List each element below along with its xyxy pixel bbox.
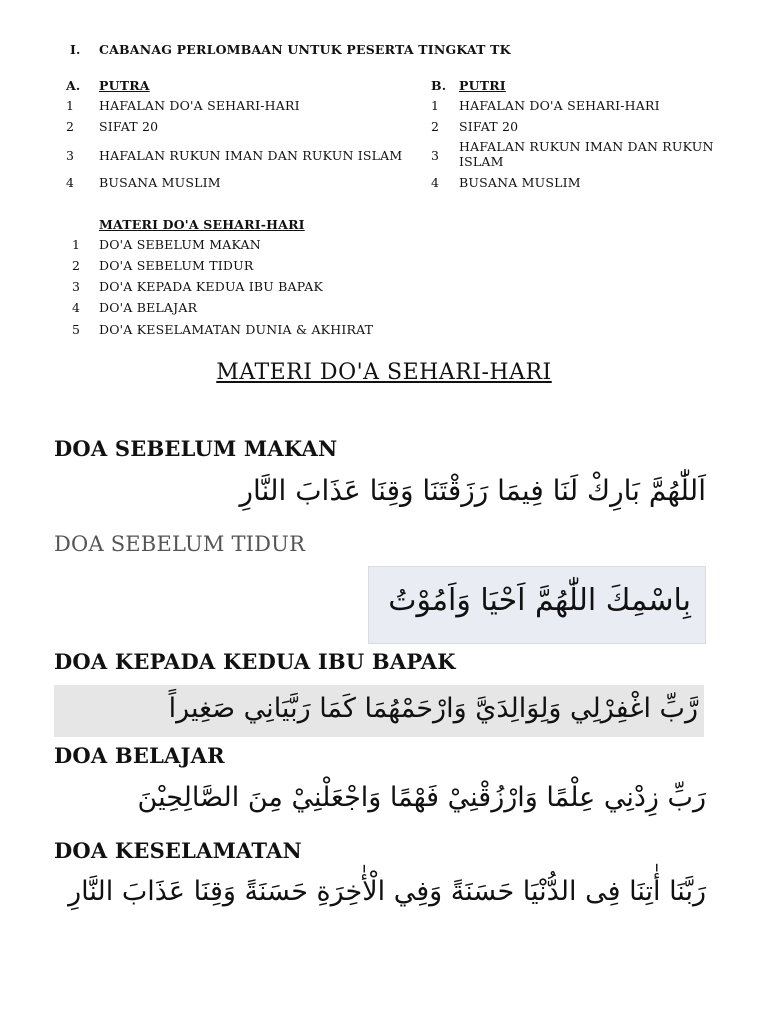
doa-title-belajar: DOA BELAJAR (54, 743, 225, 768)
putra-item-text: BUSANA MUSLIM (99, 175, 221, 190)
doa-image-tidur (368, 566, 706, 644)
doa-title-keselamatan: DOA KESELAMATAN (54, 838, 302, 863)
putri-item-text (459, 139, 714, 169)
putri-item-num: 4 (431, 175, 440, 190)
materi-label: MATERI DO'A SEHARI-HARI (99, 217, 305, 232)
materi-item-num: 2 (72, 258, 81, 273)
putra-label: PUTRA (99, 78, 150, 93)
putri-label: PUTRI (459, 78, 506, 93)
putra-item-num: 3 (66, 148, 75, 163)
putri-letter: B. (431, 78, 447, 93)
putri-item-text: SIFAT 20 (459, 119, 519, 134)
materi-item-text: DO'A SEBELUM MAKAN (99, 237, 261, 252)
main-heading: MATERI DO'A SEHARI-HARI (216, 360, 552, 385)
putri-item-text: HAFALAN DO'A SEHARI-HARI (459, 98, 660, 113)
doa-title-tidur: DOA SEBELUM TIDUR (54, 532, 306, 556)
putra-item-text: HAFALAN RUKUN IMAN DAN RUKUN ISLAM (99, 148, 403, 163)
putra-item-num: 1 (66, 98, 75, 113)
materi-item-num: 1 (72, 237, 81, 252)
section-number: I. (70, 42, 81, 57)
putra-item-text: SIFAT 20 (99, 119, 159, 134)
doa-title-makan: DOA SEBELUM MAKAN (54, 436, 338, 461)
materi-item-text: DO'A BELAJAR (99, 300, 198, 315)
putra-item-num: 2 (66, 119, 75, 134)
doa-arabic-makan: اَللّٰهُمَّ بَارِكْ لَنَا فِيمَا رَزَقْتَنَا وَقِنَا عَذَابَ النَّارِ (239, 474, 706, 507)
doa-band-ibu-bapak (54, 685, 704, 737)
putra-letter: A. (66, 78, 81, 93)
putri-item-text: BUSANA MUSLIM (459, 175, 581, 190)
materi-item-text: DO'A KESELAMATAN DUNIA & AKHIRAT (99, 322, 374, 337)
putra-item-num: 4 (66, 175, 75, 190)
doa-arabic-keselamatan: رَبَّنَا أٰتِنَا فِى الدُّنْيَا حَسَنَةً وَفِي الْأٰخِرَةِ حَسَنَةً وَقِنَا عَذَابَ النَّارِ (68, 876, 706, 907)
putri-item-num: 3 (431, 148, 440, 163)
materi-item-text: DO'A KEPADA KEDUA IBU BAPAK (99, 279, 323, 294)
section-title: CABANAG PERLOMBAAN UNTUK PESERTA TINGKAT TK (99, 42, 511, 57)
putri-item-num: 2 (431, 119, 440, 134)
putri-item-text-line1: HAFALAN RUKUN IMAN DAN RUKUN (459, 139, 714, 154)
materi-item-text: DO'A SEBELUM TIDUR (99, 258, 254, 273)
doa-arabic-tidur: بِاسْمِكَ اللّٰهُمَّ اَحْيَا وَاَمُوْتُ (388, 583, 691, 618)
putra-item-text: HAFALAN DO'A SEHARI-HARI (99, 98, 300, 113)
doa-arabic-belajar: رَبِّ زِدْنِي عِلْمًا وَارْزُقْنِيْ فَهْمًا وَاجْعَلْنِيْ مِنَ الصَّالِحِيْنَ (137, 782, 706, 813)
putri-item-num: 1 (431, 98, 440, 113)
materi-item-num: 3 (72, 279, 81, 294)
doa-arabic-ibu-bapak: رَّبِّ اغْفِرْلِي وَلِوَالِدَيَّ وَارْحَمْهُمَا كَمَا رَبَّيَانِي صَغِيراً (168, 693, 698, 724)
materi-item-num: 5 (72, 322, 81, 337)
doa-title-ibu-bapak: DOA KEPADA KEDUA IBU BAPAK (54, 649, 456, 674)
putri-item-text-line2: ISLAM (459, 154, 504, 169)
materi-item-num: 4 (72, 300, 81, 315)
